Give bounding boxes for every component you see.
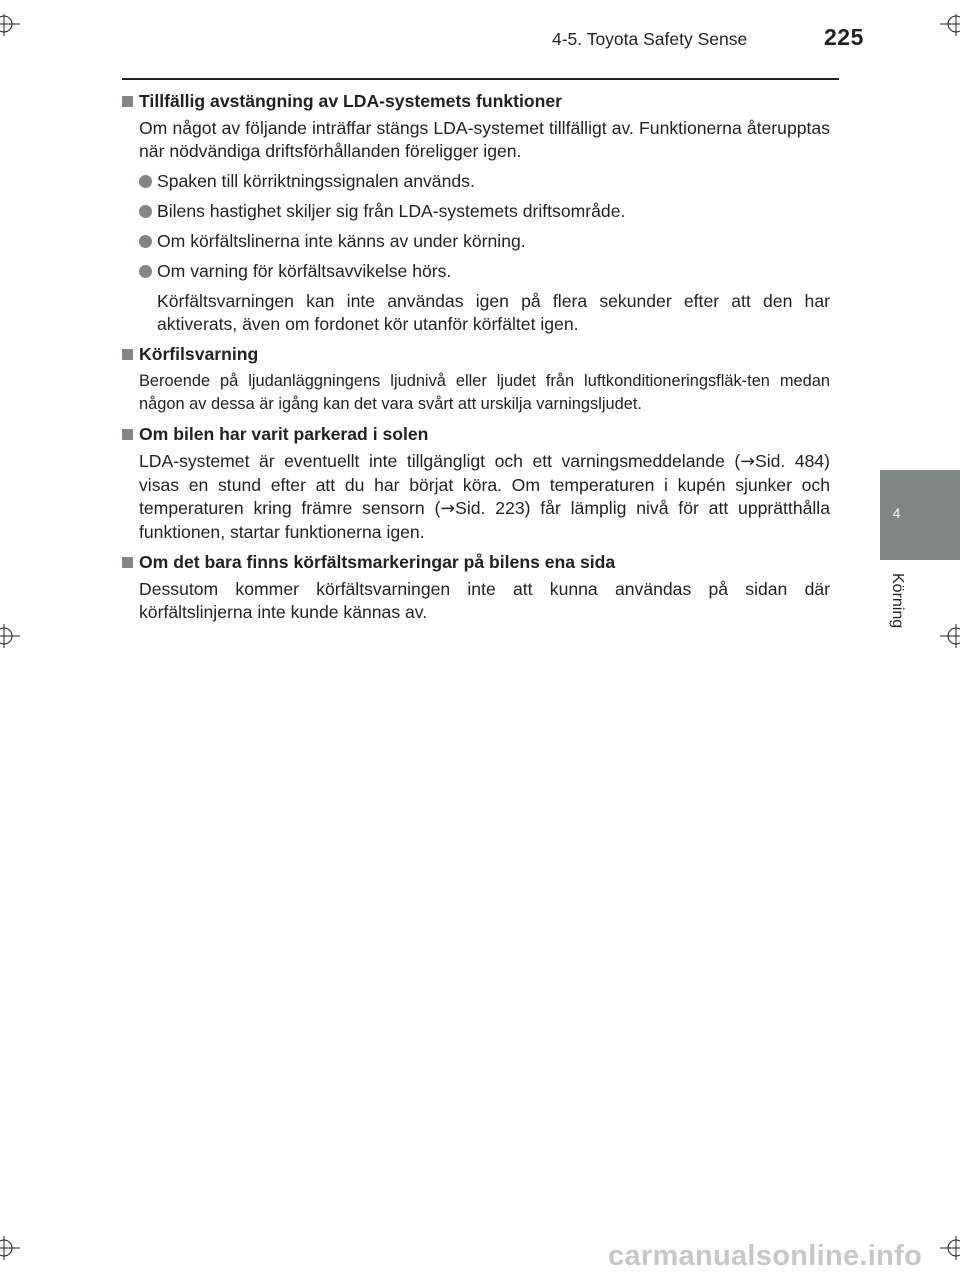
circle-bullet-icon (139, 175, 152, 188)
crop-mark-top-right (936, 14, 960, 38)
section-paragraph: LDA-systemet är eventuellt inte tillgängligt och ett varningsmeddelande (→Sid. 484) visas en stund efter att du har börjat köra. Om temperaturen i kupén sjunker och temperaturen kring främre sensorn (→Sid. 223) får lämplig nivå för att upprätthålla funktionen, startar funktionerna igen. (139, 451, 831, 542)
circle-bullet-icon (139, 205, 152, 218)
crop-mark-top-left (0, 14, 24, 38)
square-bullet-icon (122, 429, 133, 440)
header-divider (122, 78, 839, 80)
page-content (122, 90, 830, 631)
arrow-right-icon: → (740, 452, 755, 472)
chapter-label: Körning (889, 573, 906, 629)
square-bullet-icon (122, 349, 133, 360)
section-title: Om bilen har varit parkerad i solen (122, 423, 830, 446)
section-heading: 4-5. Toyota Safety Sense (552, 29, 748, 49)
page-reference: Sid. 484 (754, 451, 825, 471)
square-bullet-icon (122, 96, 133, 107)
crop-mark-bottom-left (0, 1236, 24, 1260)
section-title: Om det bara finns körfältsmarkeringar på bilens ena sida (122, 551, 830, 574)
section-temporary-shutdown (122, 90, 830, 336)
page-reference: Sid. 223 (455, 498, 525, 518)
square-bullet-icon (122, 557, 133, 568)
watermark: carmanualsonline.info (608, 1240, 923, 1272)
section-title: Körfilsvarning (122, 343, 830, 366)
chapter-number: 4 (892, 505, 901, 521)
section-paragraph: Dessutom kommer körfältsvarningen inte att kunna användas på sidan där körfältslinjerna inte kunde kännas av. (139, 579, 830, 622)
list-item: Spaken till körriktningssignalen används. (139, 170, 830, 193)
section-parked-in-sun (122, 423, 830, 544)
list-item: Om körfältslinerna inte känns av under körning. (139, 230, 830, 253)
crop-mark-mid-right (936, 624, 960, 648)
circle-bullet-icon (139, 265, 152, 278)
list-item: Om varning för körfältsavvikelse hörs. (139, 260, 830, 283)
section-paragraph: Om något av följande inträffar stängs LDA-systemet tillfälligt av. Funktionerna återupptas när nödvändiga driftsförhållanden föreligger igen. (139, 118, 830, 161)
section-one-side-markings (122, 551, 830, 624)
section-lane-warning (122, 343, 830, 416)
section-paragraph: Beroende på ljudanläggningens ljudnivå eller ljudet från luftkonditioneringsfläk-ten medan någon av dessa är igång kan det vara svårt att urskilja varningsljudet. (139, 372, 830, 413)
page-number: 225 (824, 24, 864, 50)
list-item: Bilens hastighet skiljer sig från LDA-systemets driftsområde. (139, 200, 830, 223)
crop-mark-mid-left (0, 624, 24, 648)
section-title: Tillfällig avstängning av LDA-systemets funktioner (122, 90, 830, 113)
circle-bullet-icon (139, 235, 152, 248)
arrow-right-icon: → (440, 499, 456, 519)
bullet-note: Körfältsvarningen kan inte användas igen på flera sekunder efter att den har aktiverats, även om fordonet kör utanför körfältet igen. (157, 291, 830, 334)
